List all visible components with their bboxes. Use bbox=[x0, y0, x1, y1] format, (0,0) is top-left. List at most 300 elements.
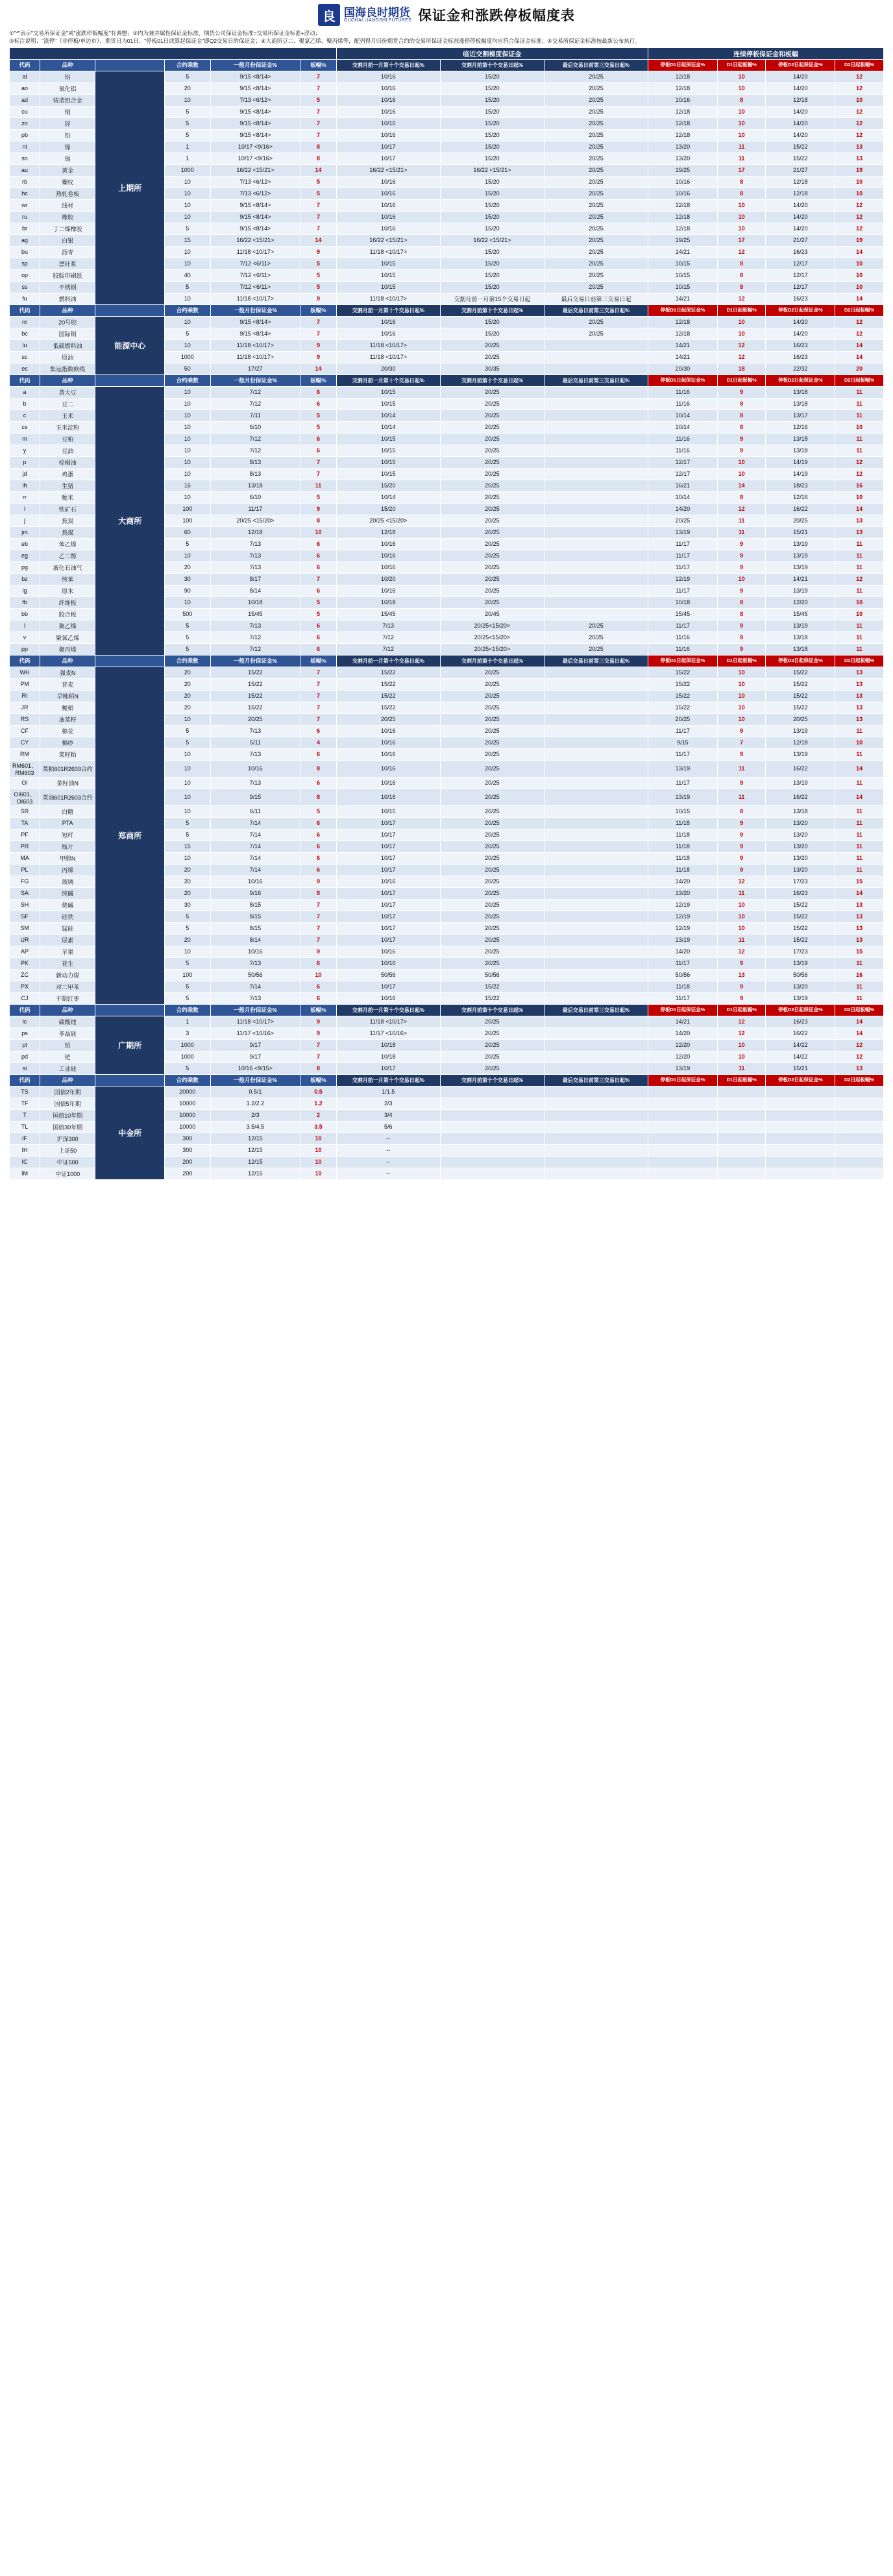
cell-col12: 11 bbox=[835, 386, 884, 398]
cell-col10: 9 bbox=[717, 550, 766, 561]
cell-col10: 8 bbox=[717, 269, 766, 281]
th-col7: 交割月前第十个交易日起% bbox=[440, 1004, 544, 1016]
cell-code: m bbox=[10, 433, 40, 445]
cell-col12: 11 bbox=[835, 550, 884, 561]
cell-col6: 15/22 bbox=[336, 690, 440, 702]
th-col7: 交割月前第十个交易日起% bbox=[440, 59, 544, 71]
cell-margin: 8/14 bbox=[210, 585, 300, 596]
cell-col7: 20/25 bbox=[440, 561, 544, 573]
cell-col7: 15/20 bbox=[440, 258, 544, 269]
cell-col7: 20/25<15/20> bbox=[440, 620, 544, 632]
cell-col7: 20/25 bbox=[440, 550, 544, 561]
cell-col11: 15/22 bbox=[766, 702, 835, 713]
cell-col8 bbox=[544, 840, 648, 852]
cell-col10: 11 bbox=[717, 141, 766, 153]
cell-variety: 上证50 bbox=[40, 1144, 95, 1156]
cell-col7: 15/20 bbox=[440, 106, 544, 117]
cell-variety: 丁二烯橡胶 bbox=[40, 223, 95, 234]
cell-col6: 10/16 bbox=[336, 94, 440, 106]
th-code: 代码 bbox=[10, 304, 40, 316]
cell-col6: 5/6 bbox=[336, 1121, 440, 1133]
cell-limit: 3.5 bbox=[300, 1121, 337, 1133]
th-col7: 交割月前第十个交易日起% bbox=[440, 655, 544, 667]
cell-limit: 6 bbox=[300, 585, 337, 596]
cell-multiplier: 5 bbox=[165, 1062, 210, 1074]
cell-col12: 10 bbox=[835, 491, 884, 503]
cell-col7: 20/25 bbox=[440, 526, 544, 538]
cell-col10: 10 bbox=[717, 1039, 766, 1051]
cell-limit: 14 bbox=[300, 234, 337, 246]
cell-col6: 10/16 bbox=[336, 106, 440, 117]
cell-col11: 14/20 bbox=[766, 223, 835, 234]
cell-col7: 15/20 bbox=[440, 281, 544, 293]
cell-col6: 20/30 bbox=[336, 363, 440, 374]
cell-col12: 12 bbox=[835, 117, 884, 129]
th-code: 代码 bbox=[10, 1004, 40, 1016]
cell-col8 bbox=[544, 748, 648, 760]
cell-variety: 国债30年期 bbox=[40, 1121, 95, 1133]
cell-col6: 10/15 bbox=[336, 433, 440, 445]
cell-col12: 11 bbox=[835, 852, 884, 864]
cell-code: ni bbox=[10, 141, 40, 153]
cell-multiplier: 10 bbox=[165, 246, 210, 258]
cell-code: lc bbox=[10, 1016, 40, 1027]
cell-multiplier: 90 bbox=[165, 585, 210, 596]
cell-col9: 12/18 bbox=[648, 223, 718, 234]
cell-col8: 20/25 bbox=[544, 117, 648, 129]
cell-col8: 20/25 bbox=[544, 129, 648, 141]
cell-multiplier: 3 bbox=[165, 1027, 210, 1039]
cell-col10: 9 bbox=[717, 386, 766, 398]
cell-col9: 12/18 bbox=[648, 316, 718, 328]
cell-code: p bbox=[10, 456, 40, 468]
cell-col12: 11 bbox=[835, 538, 884, 550]
cell-multiplier: 20 bbox=[165, 876, 210, 887]
cell-col7: 15/20 bbox=[440, 176, 544, 188]
cell-multiplier: 200 bbox=[165, 1156, 210, 1168]
cell-col10: 7 bbox=[717, 737, 766, 748]
cell-variety: 锡 bbox=[40, 153, 95, 164]
cell-col12: 11 bbox=[835, 981, 884, 992]
cell-col9: 15/22 bbox=[648, 690, 718, 702]
cell-col8 bbox=[544, 596, 648, 608]
column-header-row bbox=[10, 304, 884, 316]
cell-margin: 9/15 <8/14> bbox=[210, 71, 300, 82]
cell-col10: 8 bbox=[717, 491, 766, 503]
cell-col11: 15/22 bbox=[766, 934, 835, 946]
cell-code: TS bbox=[10, 1086, 40, 1098]
cell-col7: 20/25 bbox=[440, 934, 544, 946]
cell-col8 bbox=[544, 468, 648, 480]
cell-multiplier: 5 bbox=[165, 620, 210, 632]
cell-col8: 20/25 bbox=[544, 141, 648, 153]
cell-code: bu bbox=[10, 246, 40, 258]
cell-col10: 12 bbox=[717, 1016, 766, 1027]
cell-col11: 13/20 bbox=[766, 840, 835, 852]
cell-variety: 热轧卷板 bbox=[40, 188, 95, 199]
th-col6: 交割月前一月第十个交易日起% bbox=[336, 1004, 440, 1016]
cell-limit: 9 bbox=[300, 946, 337, 957]
cell-col12: 14 bbox=[835, 351, 884, 363]
cell-multiplier: 100 bbox=[165, 515, 210, 526]
cell-col9: 11/16 bbox=[648, 632, 718, 643]
cell-multiplier: 5 bbox=[165, 957, 210, 969]
cell-col7: 15/20 bbox=[440, 71, 544, 82]
cell-col7: 20/25 bbox=[440, 725, 544, 737]
cell-col10: 12 bbox=[717, 946, 766, 957]
cell-col11: 21/27 bbox=[766, 234, 835, 246]
cell-variety: 玉米 bbox=[40, 410, 95, 421]
cell-margin: 9/15 <8/14> bbox=[210, 82, 300, 94]
cell-variety: 豆油 bbox=[40, 445, 95, 456]
cell-multiplier: 20 bbox=[165, 678, 210, 690]
cell-col11: 20/25 bbox=[766, 515, 835, 526]
cell-col7: 20/25 bbox=[440, 789, 544, 805]
cell-col12: 13 bbox=[835, 690, 884, 702]
cell-variety: 钯 bbox=[40, 1051, 95, 1062]
cell-margin: 10/18 bbox=[210, 596, 300, 608]
cell-col10 bbox=[717, 1121, 766, 1133]
cell-margin: 11/18 <10/17> bbox=[210, 246, 300, 258]
cell-limit: 9 bbox=[300, 1027, 337, 1039]
cell-col8 bbox=[544, 789, 648, 805]
cell-col7: 20/25 bbox=[440, 911, 544, 922]
cell-code: ru bbox=[10, 211, 40, 223]
cell-multiplier: 10 bbox=[165, 468, 210, 480]
cell-variety: 国际铜 bbox=[40, 328, 95, 339]
cell-code: IH bbox=[10, 1144, 40, 1156]
cell-col11 bbox=[766, 1156, 835, 1168]
cell-margin: 10/16 <9/15> bbox=[210, 1062, 300, 1074]
cell-col11: 14/20 bbox=[766, 129, 835, 141]
cell-col12: 12 bbox=[835, 106, 884, 117]
cell-col6: 15/22 bbox=[336, 702, 440, 713]
cell-multiplier: 1000 bbox=[165, 164, 210, 176]
cell-margin: 9/15 <8/14> bbox=[210, 316, 300, 328]
note-line-2: ③标注说明："涨停"（非停板/单边市）、期货日为01日、"停板01日或算起保证金"即Q2交易日的保证金；④大商所豆二、聚氯乙烯、聚丙烯等，配列得月归份期货合约的交易所保证金标准涨停停板幅度均应符合保证金标准；⑤交易所保证金标准按最新公布执行。 bbox=[9, 38, 641, 45]
cell-code: ec bbox=[10, 363, 40, 374]
cell-col12: 12 bbox=[835, 1039, 884, 1051]
cell-multiplier: 10 bbox=[165, 293, 210, 304]
cell-col7: 20/25 bbox=[440, 946, 544, 957]
cell-limit: 7 bbox=[300, 117, 337, 129]
cell-col9: 10/16 bbox=[648, 94, 718, 106]
cell-col9: 19/25 bbox=[648, 234, 718, 246]
cell-margin: 8/13 bbox=[210, 456, 300, 468]
cell-col9: 14/21 bbox=[648, 1016, 718, 1027]
cell-col11 bbox=[766, 1168, 835, 1179]
th-code: 代码 bbox=[10, 374, 40, 386]
cell-col10: 17 bbox=[717, 164, 766, 176]
cell-margin: 7/12 <6/11> bbox=[210, 281, 300, 293]
cell-code: SH bbox=[10, 899, 40, 911]
cell-variety: 橡胶 bbox=[40, 211, 95, 223]
cell-limit: 7 bbox=[300, 702, 337, 713]
th-col9: 停板D1日起保证金% bbox=[648, 374, 718, 386]
cell-col10: 10 bbox=[717, 922, 766, 934]
cell-col9 bbox=[648, 1121, 718, 1133]
cell-col8: 20/25 bbox=[544, 188, 648, 199]
th-multiplier: 合约乘数 bbox=[165, 1004, 210, 1016]
cell-code: CJ bbox=[10, 992, 40, 1004]
cell-variety: 豆二 bbox=[40, 398, 95, 410]
cell-margin: 10/17 <9/16> bbox=[210, 141, 300, 153]
cell-col11: 15/22 bbox=[766, 153, 835, 164]
cell-variety: 油菜籽 bbox=[40, 713, 95, 725]
cell-col12: 11 bbox=[835, 805, 884, 817]
cell-multiplier: 16 bbox=[165, 480, 210, 491]
cell-col9: 11/18 bbox=[648, 981, 718, 992]
cell-col12: 14 bbox=[835, 1016, 884, 1027]
cell-col10: 8 bbox=[717, 596, 766, 608]
cell-exchange: 中金所 bbox=[95, 1086, 165, 1179]
cell-col7: 20/25 bbox=[440, 1027, 544, 1039]
cell-col9: 10/15 bbox=[648, 805, 718, 817]
cell-col7: 20/25 bbox=[440, 887, 544, 899]
cell-col6: 20/25 bbox=[336, 713, 440, 725]
cell-col10: 9 bbox=[717, 829, 766, 840]
cell-variety: 普麦 bbox=[40, 678, 95, 690]
cell-col12: 14 bbox=[835, 503, 884, 515]
cell-col8: 20/25 bbox=[544, 258, 648, 269]
cell-col11: 13/19 bbox=[766, 777, 835, 789]
cell-multiplier: 5 bbox=[165, 632, 210, 643]
cell-col11: 12/18 bbox=[766, 176, 835, 188]
cell-col8 bbox=[544, 852, 648, 864]
cell-code: JR bbox=[10, 702, 40, 713]
cell-col7: 20/25 bbox=[440, 433, 544, 445]
cell-col12: 14 bbox=[835, 789, 884, 805]
cell-col6: 10/20 bbox=[336, 573, 440, 585]
cell-col8 bbox=[544, 480, 648, 491]
cell-col6: 16/22 <15/21> bbox=[336, 234, 440, 246]
cell-col6: 10/17 bbox=[336, 922, 440, 934]
cell-col10: 10 bbox=[717, 456, 766, 468]
cell-col10: 8 bbox=[717, 176, 766, 188]
cell-col11: 14/20 bbox=[766, 106, 835, 117]
cell-col12: 13 bbox=[835, 1062, 884, 1074]
cell-variety: 棉花 bbox=[40, 725, 95, 737]
cell-multiplier: 10 bbox=[165, 852, 210, 864]
cell-margin: 10/16 bbox=[210, 876, 300, 887]
cell-col7: 15/20 bbox=[440, 153, 544, 164]
cell-col11: 13/18 bbox=[766, 433, 835, 445]
cell-col10: 9 bbox=[717, 957, 766, 969]
cell-col8 bbox=[544, 421, 648, 433]
cell-variety: 早籼稻N bbox=[40, 690, 95, 702]
cell-col12: 10 bbox=[835, 94, 884, 106]
table-row bbox=[10, 1016, 884, 1027]
cell-multiplier: 10 bbox=[165, 946, 210, 957]
cell-limit: 6 bbox=[300, 433, 337, 445]
cell-col8: 最后交易日前第三交易日起 bbox=[544, 293, 648, 304]
cell-limit: 5 bbox=[300, 188, 337, 199]
cell-col9: 13/20 bbox=[648, 887, 718, 899]
cell-limit: 6 bbox=[300, 748, 337, 760]
cell-margin: 7/14 bbox=[210, 840, 300, 852]
cell-code: i bbox=[10, 503, 40, 515]
cell-multiplier: 10 bbox=[165, 748, 210, 760]
cell-col12: 13 bbox=[835, 678, 884, 690]
page-header bbox=[0, 0, 893, 29]
column-header-row bbox=[10, 59, 884, 71]
cell-limit: 5 bbox=[300, 805, 337, 817]
cell-col7: 20/25 bbox=[440, 760, 544, 777]
cell-variety: 铝 bbox=[40, 71, 95, 82]
cell-col8 bbox=[544, 934, 648, 946]
cell-col8: 20/25 bbox=[544, 316, 648, 328]
cell-col6: 11/18 <10/17> bbox=[336, 339, 440, 351]
cell-variety: 螺纹 bbox=[40, 176, 95, 188]
cell-col10: 11 bbox=[717, 153, 766, 164]
cell-col6: 10/17 bbox=[336, 829, 440, 840]
cell-limit: 7 bbox=[300, 223, 337, 234]
cell-col6: 10/16 bbox=[336, 946, 440, 957]
th-col8: 最后交易日前第三交易日起% bbox=[544, 304, 648, 316]
cell-margin: 9/16 bbox=[210, 887, 300, 899]
cell-multiplier: 20 bbox=[165, 561, 210, 573]
cell-col6: 15/22 bbox=[336, 678, 440, 690]
cell-col11 bbox=[766, 1133, 835, 1144]
cell-col10: 10 bbox=[717, 199, 766, 211]
cell-col8: 20/25 bbox=[544, 328, 648, 339]
cell-limit: 14 bbox=[300, 164, 337, 176]
cell-variety: 铁矿石 bbox=[40, 503, 95, 515]
cell-col11: 13/20 bbox=[766, 981, 835, 992]
cell-limit: 5 bbox=[300, 410, 337, 421]
cell-multiplier: 10 bbox=[165, 760, 210, 777]
cell-col6: 10/16 bbox=[336, 561, 440, 573]
cell-col10: 12 bbox=[717, 293, 766, 304]
cell-col8 bbox=[544, 1062, 648, 1074]
th-col8: 最后交易日前第三交易日起% bbox=[544, 374, 648, 386]
cell-limit: 7 bbox=[300, 468, 337, 480]
cell-limit: 6 bbox=[300, 852, 337, 864]
cell-col11: 16/22 bbox=[766, 503, 835, 515]
cell-margin: 7/13 bbox=[210, 620, 300, 632]
cell-variety: 液化石油气 bbox=[40, 561, 95, 573]
cell-margin: 8/14 bbox=[210, 934, 300, 946]
cell-col11: 13/18 bbox=[766, 386, 835, 398]
cell-col9: 12/18 bbox=[648, 211, 718, 223]
cell-col11: 15/22 bbox=[766, 667, 835, 678]
cell-col6: 11/18 <10/17> bbox=[336, 351, 440, 363]
cell-margin: 50/56 bbox=[210, 969, 300, 981]
cell-limit: 5 bbox=[300, 269, 337, 281]
cell-col8 bbox=[544, 386, 648, 398]
cell-limit: 10 bbox=[300, 1133, 337, 1144]
cell-col6: 10/16 bbox=[336, 199, 440, 211]
note-line-1: ①"*"表示"交易所保证金"或"涨跌停板幅度"有调整；②内为兼并属性保证金标准，期货公司保证金标准=交易所保证金标准+浮动； bbox=[9, 30, 321, 36]
cell-multiplier: 5 bbox=[165, 829, 210, 840]
cell-variety: 粳稻 bbox=[40, 702, 95, 713]
cell-margin: 7/14 bbox=[210, 864, 300, 876]
cell-col12: 11 bbox=[835, 864, 884, 876]
cell-exchange: 上期所 bbox=[95, 71, 165, 304]
cell-col9: 15/45 bbox=[648, 608, 718, 620]
cell-col11: 12/16 bbox=[766, 421, 835, 433]
cell-col10 bbox=[717, 1144, 766, 1156]
cell-margin: 9/17 bbox=[210, 1039, 300, 1051]
cell-col8 bbox=[544, 829, 648, 840]
cell-col11: 21/27 bbox=[766, 164, 835, 176]
column-header-row bbox=[10, 1074, 884, 1086]
cell-col12 bbox=[835, 1144, 884, 1156]
table-row bbox=[10, 386, 884, 398]
cell-col7: 15/20 bbox=[440, 328, 544, 339]
cell-col11: 12/16 bbox=[766, 491, 835, 503]
cell-col6: 10/17 bbox=[336, 852, 440, 864]
cell-variety: 氧化铝 bbox=[40, 82, 95, 94]
cell-variety: 甲醇N bbox=[40, 852, 95, 864]
cell-col9: 12/17 bbox=[648, 456, 718, 468]
cell-margin: 7/14 bbox=[210, 981, 300, 992]
cell-col10: 12 bbox=[717, 503, 766, 515]
cell-limit: 7 bbox=[300, 82, 337, 94]
cell-col6: 10/15 bbox=[336, 386, 440, 398]
cell-col9 bbox=[648, 1098, 718, 1109]
cell-code: fb bbox=[10, 596, 40, 608]
cell-col8 bbox=[544, 398, 648, 410]
cell-margin: 7/11 bbox=[210, 410, 300, 421]
cell-variety: 瓶片 bbox=[40, 840, 95, 852]
cell-col10: 9 bbox=[717, 981, 766, 992]
th-col11: 停板D2日起保证金% bbox=[766, 1004, 835, 1016]
cell-variety: 黄大豆 bbox=[40, 386, 95, 398]
cell-code: IM bbox=[10, 1168, 40, 1179]
cell-code: UR bbox=[10, 934, 40, 946]
cell-variety: 燃料油 bbox=[40, 293, 95, 304]
cell-multiplier: 10 bbox=[165, 456, 210, 468]
th-multiplier: 合约乘数 bbox=[165, 59, 210, 71]
cell-col7: 20/25 bbox=[440, 386, 544, 398]
cell-variety: 焦炭 bbox=[40, 515, 95, 526]
cell-col11: 15/22 bbox=[766, 911, 835, 922]
cell-col8 bbox=[544, 1086, 648, 1098]
cell-col12: 20 bbox=[835, 363, 884, 374]
cell-multiplier: 100 bbox=[165, 969, 210, 981]
cell-col10: 8 bbox=[717, 410, 766, 421]
cell-variety: 聚乙烯 bbox=[40, 620, 95, 632]
cell-col7: 15/22 bbox=[440, 992, 544, 1004]
cell-col12: 11 bbox=[835, 840, 884, 852]
cell-variety: 铅 bbox=[40, 129, 95, 141]
cell-col6: 10/14 bbox=[336, 410, 440, 421]
th-multiplier: 合约乘数 bbox=[165, 304, 210, 316]
cell-variety: 多晶硅 bbox=[40, 1027, 95, 1039]
cell-col10: 10 bbox=[717, 899, 766, 911]
cell-multiplier: 500 bbox=[165, 608, 210, 620]
cell-col9: 10/16 bbox=[648, 176, 718, 188]
cell-margin: 7/13 bbox=[210, 748, 300, 760]
cell-variety: 碳酸锂 bbox=[40, 1016, 95, 1027]
cell-col9: 11/17 bbox=[648, 550, 718, 561]
cell-col10: 10 bbox=[717, 211, 766, 223]
cell-code: rr bbox=[10, 491, 40, 503]
cell-col7: 20/25 bbox=[440, 840, 544, 852]
cell-multiplier: 10 bbox=[165, 596, 210, 608]
near-delivery-title: 临近交割梯度保证金 bbox=[336, 47, 648, 59]
cell-limit: 6 bbox=[300, 620, 337, 632]
cell-col11: 12/18 bbox=[766, 737, 835, 748]
cell-col11: 13/19 bbox=[766, 538, 835, 550]
cell-limit: 10 bbox=[300, 1168, 337, 1179]
cell-col6: -- bbox=[336, 1144, 440, 1156]
cell-limit: 7 bbox=[300, 1051, 337, 1062]
cell-col11 bbox=[766, 1121, 835, 1133]
cell-col9: 10/14 bbox=[648, 421, 718, 433]
cell-margin: 8/15 bbox=[210, 911, 300, 922]
